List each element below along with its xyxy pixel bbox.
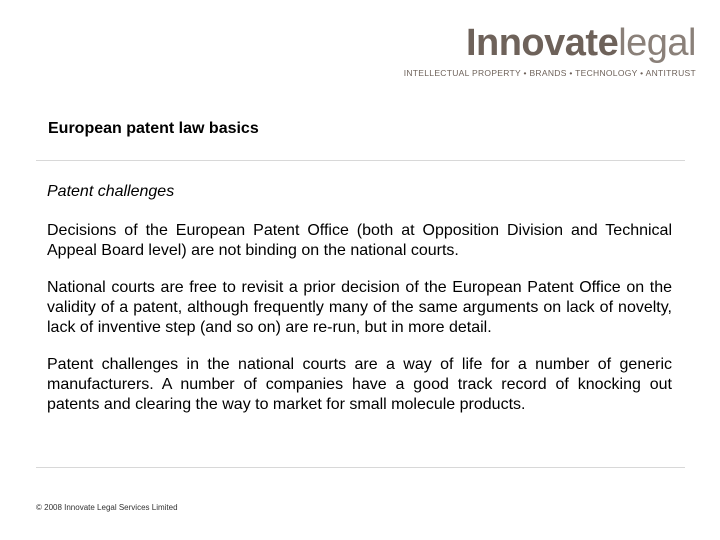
paragraph-3: Patent challenges in the national courts are a way of life for a number of generic manufacturers. A number of companies have a good track record of knocking out patents and clearing the way to market for small molecule products. [47,356,672,413]
title-divider [36,160,685,161]
paragraph-1: Decisions of the European Patent Office (both at Opposition Division and Technical Appeal Board level) are not binding on the national courts. [47,222,672,259]
slide-title: European patent law basics [48,120,259,137]
logo-wordmark-light: legal [618,22,696,64]
company-logo [466,22,696,64]
slide-body [47,182,672,432]
logo-tagline: INTELLECTUAL PROPERTY • BRANDS • TECHNOLOGY • ANTITRUST [403,68,696,78]
slide-subtitle: Patent challenges [47,183,175,200]
logo-wordmark [466,22,696,64]
paragraph-2: National courts are free to revisit a prior decision of the European Patent Office on the validity of a patent, although frequently many of the same arguments on lack of novelty, lack of inventive step (and so on) are re-run, but in more detail. [47,279,672,336]
copyright-footer: © 2008 Innovate Legal Services Limited [36,503,178,512]
footer-divider [36,467,685,468]
logo-wordmark-bold: Innovate [465,22,619,64]
